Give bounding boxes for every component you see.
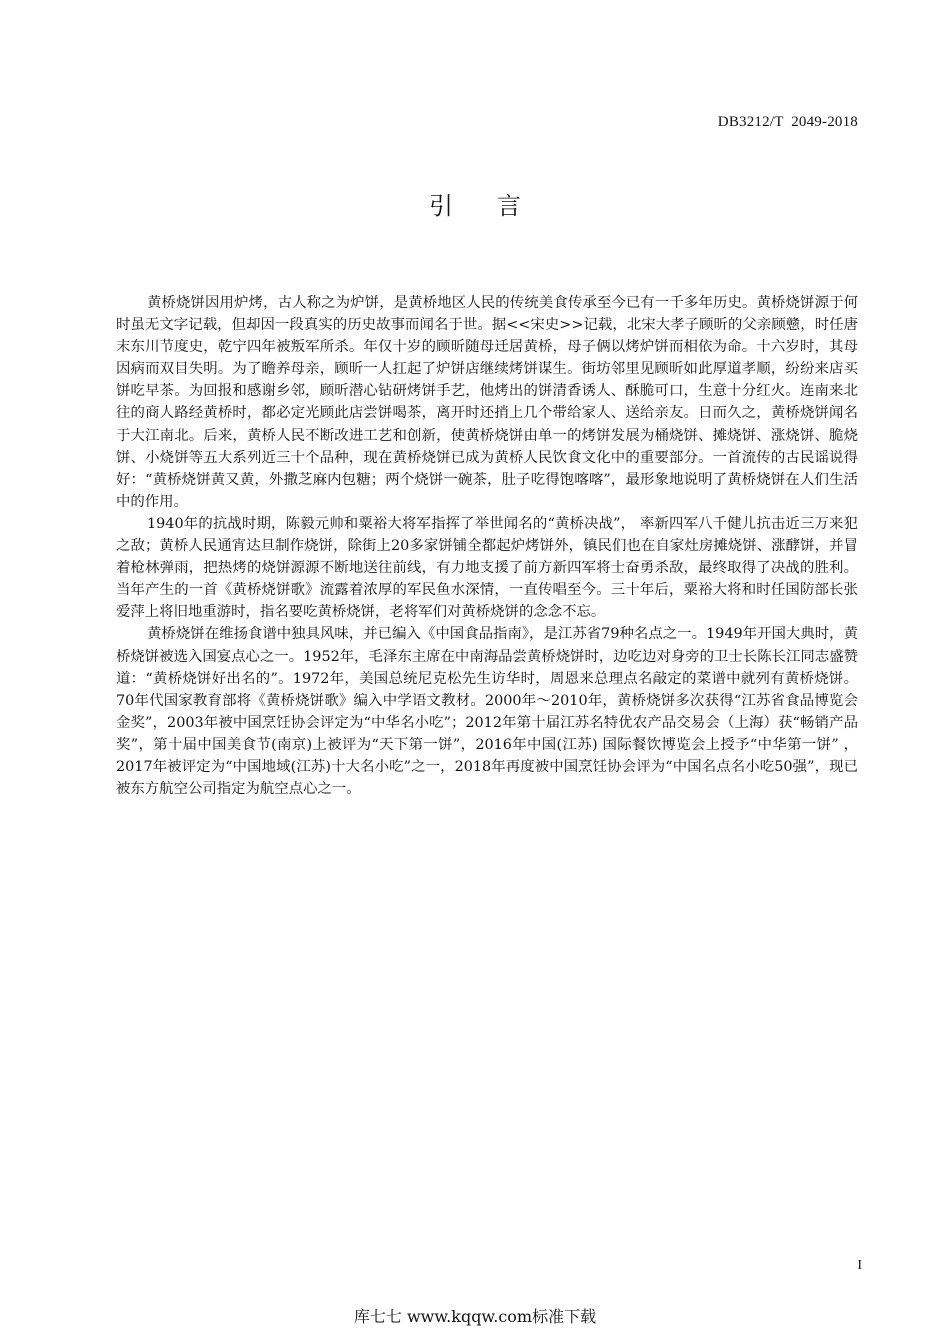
body-text	[116, 292, 858, 800]
paragraph-honors: 黄桥烧饼在维扬食谱中独具风味，并已编入《中国食品指南》，是江苏省79种名点之一。1949年开国大典时，黄桥烧饼被选入国宴点心之一。1952年，毛泽东主席在中南海品尝黄桥烧饼时，边吃边对身旁的卫士长陈长江同志盛赞道：“黄桥烧饼好出名的”。1972年，美国总统尼克松先生访华时，周恩来总理点名敲定的菜谱中就列有黄桥烧饼。70年代国家教育部将《黄桥烧饼歌》编入中学语文教材。2000年～2010年，黄桥烧饼多次获得“江苏省食品博览会金奖”，2003年被中国烹饪协会评定为“中华名小吃”；2012年第十届江苏名特优农产品交易会（上海）获“畅销产品奖”，第十届中国美食节(南京)上被评为“天下第一饼”，2016年中国(江苏) 国际餐饮博览会上授予“中华第一饼” ，2017年被评定为“中国地域(江苏)十大名小吃”之一，2018年再度被中国烹饪协会评为“中国名点名小吃50强”，现已被东方航空公司指定为航空点心之一。	[116, 626, 858, 798]
page-title: 引言	[429, 192, 565, 220]
paragraph-history: 黄桥烧饼因用炉烤，古人称之为炉饼，是黄桥地区人民的传统美食传承至今已有一千多年历史。黄桥烧饼源于何时虽无文字记载，但却因一段真实的历史故事而闻名于世。据<<宋史>>记载，北宋大孝子顾昕的父亲顾戆，时任唐末东川节度史，乾宁四年被叛军所杀。年仅十岁的顾昕随母迁居黄桥，母子俩以烤炉饼而相依为命。十六岁时，其母因病而双目失明。为了瞻养母亲，顾昕一人扛起了炉饼店继续烤饼谋生。街坊邻里见顾昕如此厚道孝顺，纷纷来店买饼吃早茶。为回报和感谢乡邻，顾昕潜心钻研烤饼手艺，他烤出的饼清香诱人、酥脆可口，生意十分红火。连南来北往的商人路经黄桥时，都必定光顾此店尝饼喝茶，离开时还捎上几个带给家人、送给亲友。日而久之，黄桥烧饼闻名于大江南北。后来，黄桥人民不断改进工艺和创新，使黄桥烧饼由单一的烤饼发展为桶烧饼、摊烧饼、涨烧饼、脆烧饼、小烧饼等五大系列近三十个品种，现在黄桥烧饼已成为黄桥人民饮食文化中的重要部分。一首流传的古民谣说得好：“黄桥烧饼黄又黄，外撒芝麻内包糖；两个烧饼一碗茶，肚子吃得饱喀喀”，最形象地说明了黄桥烧饼在人们生活中的作用。	[116, 295, 858, 510]
document-code: DB3212/T 2049-2018	[717, 114, 858, 130]
paragraph-war-period: 1940年的抗战时期，陈毅元帅和粟裕大将军指挥了举世闻名的“黄桥决战”， 率新四军八千健儿抗击近三万来犯之敌；黄桥人民通宵达旦制作烧饼，除街上20多家饼铺全都起炉烤饼外，镇民们也在自家灶房摊烧饼、涨酵饼，并冒着枪林弹雨，把热烤的烧饼源源不断地送往前线，有力地支援了前方新四军将士奋勇杀敌，最终取得了决战的胜利。当年产生的一首《黄桥烧饼歌》流露着浓厚的军民鱼水深情，一直传唱至今。三十年后，粟裕大将和时任国防部长张爱萍上将旧地重游时，指名要吃黄桥烧饼，老将军们对黄桥烧饼的念念不忘。	[116, 515, 858, 621]
page-number: I	[857, 1258, 862, 1273]
footer-watermark: 库七七 www.kqqw.com标准下载	[353, 1307, 597, 1326]
